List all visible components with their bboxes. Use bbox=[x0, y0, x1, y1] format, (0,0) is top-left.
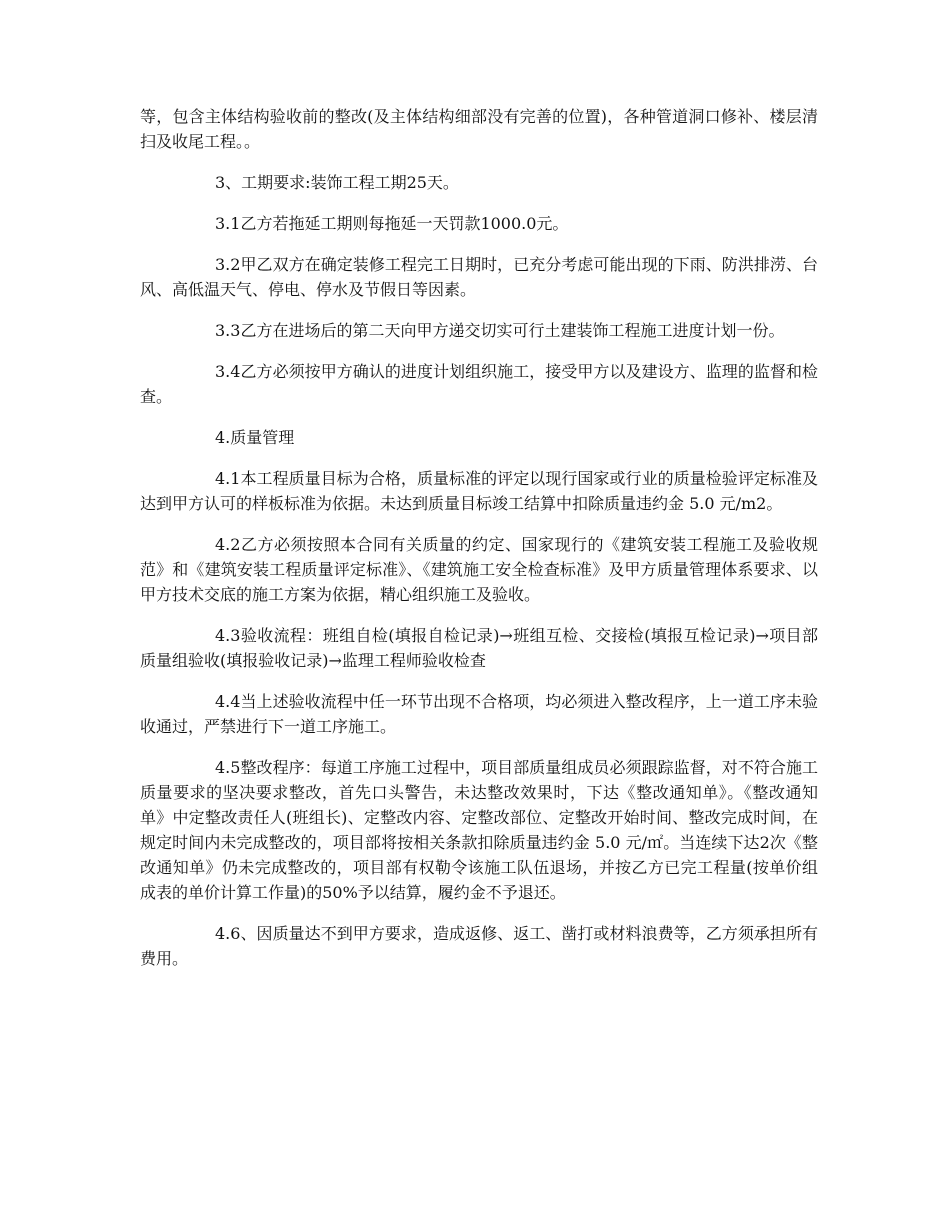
paragraph-4-2: 4.2乙方必须按照本合同有关质量的约定、国家现行的《建筑安装工程施工及验收规范》和《建筑安装工程质量评定标准》、《建筑施工安全检查标准》及甲方质量管理体系要求、以甲方技术交底的施工方案为依据，精心组织施工及验收。 bbox=[140, 535, 818, 604]
paragraph-3-3: 3.3乙方在进场后的第二天向甲方递交切实可行土建装饰工程施工进度计划一份。 bbox=[215, 321, 785, 340]
paragraph-3-2: 3.2甲乙双方在确定装修工程完工日期时，已充分考虑可能出现的下雨、防洪排涝、台风、高低温天气、停电、停水及节假日等因素。 bbox=[140, 255, 818, 299]
paragraph-4-3: 4.3验收流程：班组自检(填报自检记录)→班组互检、交接检(填报互检记录)→项目部质量组验收(填报验收记录)→监理工程师验收检查 bbox=[140, 626, 818, 670]
paragraph-3-schedule: 3、工期要求:装饰工程工期25天。 bbox=[215, 173, 459, 192]
paragraph-4-4: 4.4当上述验收流程中任一环节出现不合格项，均必须进入整改程序，上一道工序未验收通过，严禁进行下一道工序施工。 bbox=[140, 692, 818, 736]
paragraph-3-1: 3.1乙方若拖延工期则每拖延一天罚款1000.0元。 bbox=[215, 214, 569, 233]
paragraph-continuation: 等，包含主体结构验收前的整改(及主体结构细部没有完善的位置)，各种管道洞口修补、楼层清扫及收尾工程。。 bbox=[140, 107, 818, 151]
paragraph-3-4: 3.4乙方必须按甲方确认的进度计划组织施工，接受甲方以及建设方、监理的监督和检查。 bbox=[140, 362, 818, 406]
document-body bbox=[140, 104, 818, 987]
section-heading-4-quality: 4.质量管理 bbox=[215, 428, 295, 447]
paragraph-4-1: 4.1本工程质量目标为合格，质量标准的评定以现行国家或行业的质量检验评定标准及达到甲方认可的样板标准为依据。未达到质量目标竣工结算中扣除质量违约金 5.0 元/m2。 bbox=[140, 469, 818, 513]
paragraph-4-5: 4.5整改程序：每道工序施工过程中，项目部质量组成员必须跟踪监督，对不符合施工质量要求的坚决要求整改，首先口头警告，未达整改效果时，下达《整改通知单》。《整改通知单》中定整改责任人(班组长)、定整改内容、定整改部位、定整改开始时间、整改完成时间，在规定时间内未完成整改的，项目部将按相关条款扣除质量违约金 5.0 元/㎡。当连续下达2次《整改通知单》仍未完成整改的，项目部有权勒令该施工队伍退场，并按乙方已完工程量(按单价组成表的单价计算工作量)的50%予以结算，履约金不予退还。 bbox=[140, 758, 818, 902]
paragraph-4-6: 4.6、因质量达不到甲方要求，造成返修、返工、凿打或材料浪费等，乙方须承担所有费用。 bbox=[140, 924, 818, 968]
